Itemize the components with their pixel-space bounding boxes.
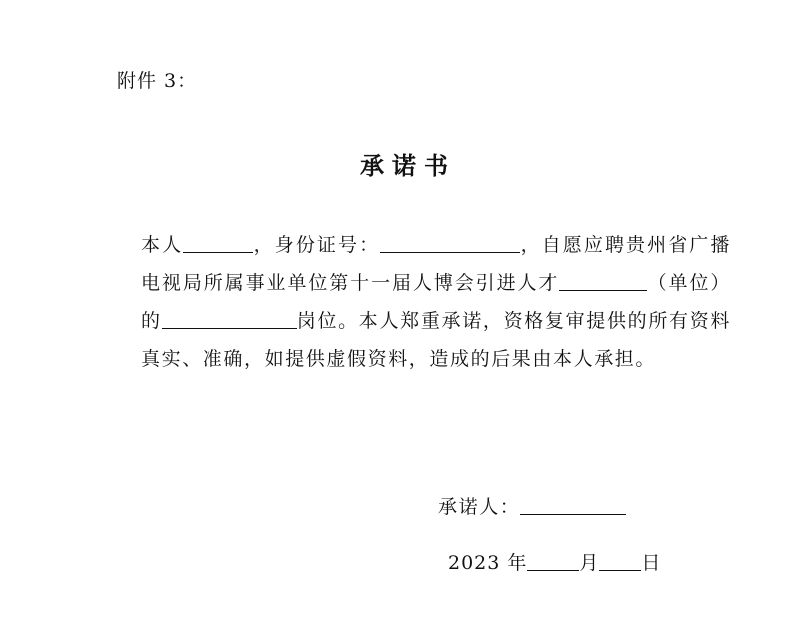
body-seg-4: （单位）的 <box>141 272 731 332</box>
signature-line <box>438 492 626 519</box>
post-blank <box>162 306 297 329</box>
date-day: 日 <box>641 552 662 574</box>
body-seg-3: ，自愿应聘贵州省广播电视局所属事业单位第十一届人博会引进人才 <box>141 234 731 294</box>
date-line <box>448 548 661 575</box>
commitment-paragraph <box>103 226 731 378</box>
attachment-label: 附件 3： <box>117 70 198 92</box>
signature-blank <box>520 492 626 515</box>
id-number-blank <box>380 230 520 253</box>
body-seg-5: 岗位。本人郑重承诺，资格复审提供的所有资料真实、准确，如提供虚假资料，造成的后果由本人承担。 <box>141 310 731 370</box>
month-blank <box>527 548 579 571</box>
document-title: 承诺书 <box>360 151 456 180</box>
date-year: 2023 年 <box>448 552 528 574</box>
body-seg-2: ，身份证号： <box>253 234 381 256</box>
body-seg-1: 本人 <box>141 234 184 256</box>
date-month: 月 <box>579 552 600 574</box>
unit-blank <box>559 268 647 291</box>
signature-label: 承诺人： <box>438 496 521 518</box>
name-blank <box>183 230 253 253</box>
day-blank <box>599 548 641 571</box>
